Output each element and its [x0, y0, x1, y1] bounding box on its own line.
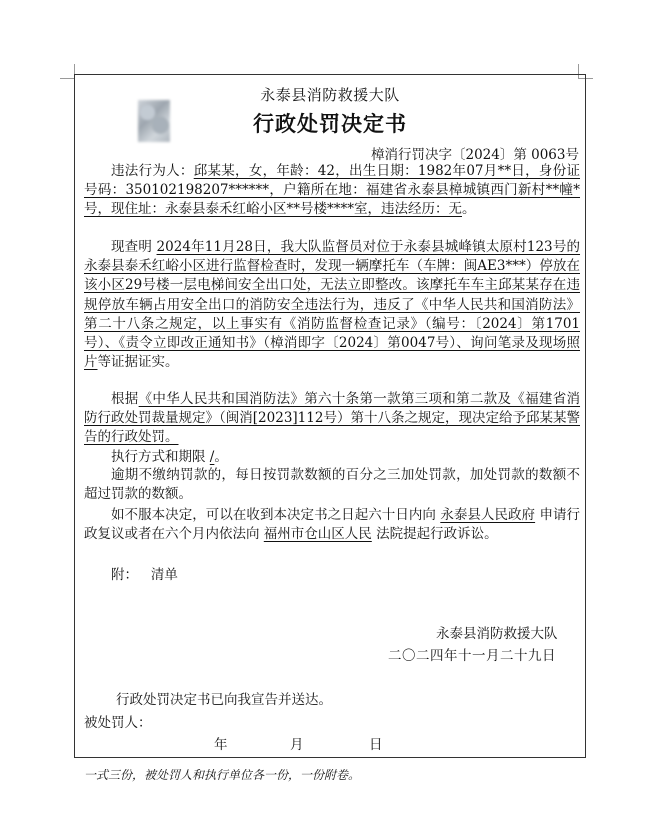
- document-number: 樟消行罚决字〔2024〕第 0063号: [370, 147, 579, 163]
- facts-paragraph: [84, 238, 580, 372]
- facts-end: 等证据证实。: [97, 354, 179, 371]
- attachment-value: 清单: [150, 567, 178, 583]
- overdue-paragraph: 逾期不缴纳罚款的，每日按罚款数额的百分之三加处罚款，加处罚款的数额不超过罚款的数额。: [84, 467, 580, 503]
- appeal-paragraph: [84, 506, 580, 544]
- document-title: 行政处罚决定书: [253, 111, 407, 136]
- signature-org: 永泰县消防救援大队: [436, 626, 558, 642]
- footer-note: 一式三份，被处罚人和执行单位各一份，一份附卷。: [84, 768, 361, 782]
- legal-basis-paragraph: [84, 390, 580, 448]
- facts-label: 现查明: [111, 239, 153, 255]
- legal-basis-details: 《中华人民共和国消防法》第六十条第一款第三项和第二款及《福建省消防行政处罚裁量规定》（闽消[2023]112号）第十八条之规定，现决定给予邱某某警告的行政处罚。: [84, 391, 581, 446]
- execution-label: 执行方式和期限: [111, 449, 206, 465]
- crop-mark-top-left: [60, 64, 75, 79]
- acknowledgement-text: 行政处罚决定书已向我宣告并送达。: [116, 692, 332, 708]
- execution-end: 。: [214, 449, 228, 465]
- issuing-org: 永泰县消防救援大队: [260, 86, 400, 104]
- punished-party-label: 被处罚人：: [84, 715, 152, 731]
- appeal-text-c: 法院提起行政诉讼。: [376, 526, 498, 543]
- offender-end: 。: [462, 201, 476, 218]
- signature-date: 二〇二四年十一月二十九日: [388, 648, 556, 664]
- attachment-label: 附：: [111, 567, 138, 583]
- offender-paragraph: [84, 162, 580, 220]
- appeal-review-org: 永泰县人民政府: [440, 507, 536, 523]
- ack-month-label: 月: [290, 737, 304, 753]
- appeal-text-b: 申请行政复议或者在六个月内依法向: [84, 507, 581, 543]
- attachment-paragraph: [84, 566, 580, 585]
- appeal-court: 福州市仓山区人民: [263, 526, 372, 543]
- execution-value: /: [209, 449, 215, 465]
- facts-details: 2024年11月28日，我大队监督员对位于永泰县城峰镇太原村123号的永泰县泰禾红峪小区进行监督检查时，发现一辆摩托车（车牌：闽AE3***）停放在该小区29号楼一层电梯间安全出口处，无法立即整改。该摩托车车主邱某某存在违规停放车辆占用安全出口的消防安全违法行为，违反了《中华人民共和国消防法》第二十八条之规定，以上事实有《消防监督检查记录》（编号：〔2024〕第1701号）、《责令立即改正通知书》（樟消即字〔2024〕第0047号）、询问笔录及现场照片: [84, 239, 581, 371]
- execution-paragraph: [84, 448, 580, 467]
- legal-basis-label: 根据: [111, 391, 139, 407]
- ack-day-label: 日: [369, 737, 383, 753]
- appeal-text-a: 如不服本决定，可以在收到本决定书之日起六十日内向: [111, 507, 436, 523]
- offender-label: 违法行为人：: [111, 163, 194, 179]
- offender-details: 邱某某，女，年龄：42，出生日期：1982年07月**日，身份证号码：350102198207******，户籍所在地：福建省永泰县樟城镇西门新村**幢*号，现住址：永泰县泰禾红峪小区**号楼****室，违法经历：无: [84, 163, 580, 218]
- ack-year-label: 年: [214, 737, 228, 753]
